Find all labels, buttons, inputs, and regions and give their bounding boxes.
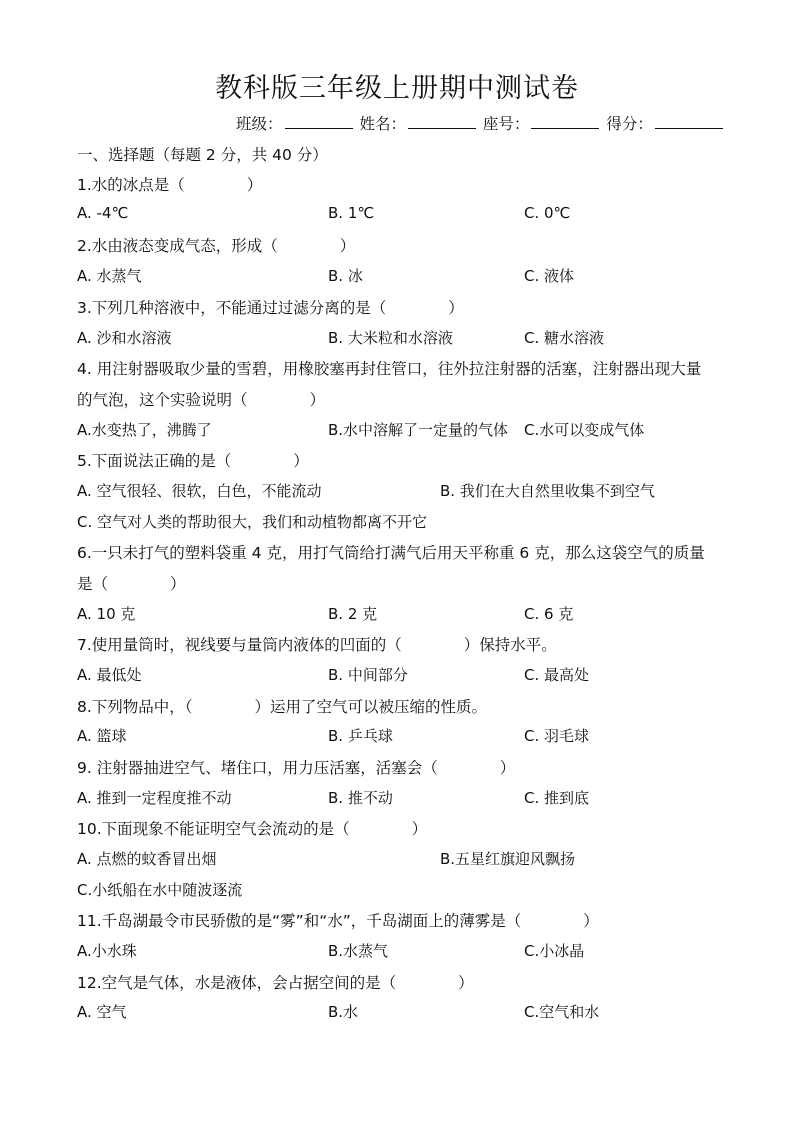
question-9-option-c: C. 推到底	[524, 789, 590, 807]
name-label: 姓名：	[359, 115, 406, 133]
page-title: 教科版三年级上册期中测试卷	[215, 73, 579, 104]
question-12-option-a: A. 空气	[77, 1003, 127, 1021]
question-5-option-c: C. 空气对人类的帮助很大，我们和动植物都离不开它	[77, 513, 428, 531]
question-3-option-a: A. 沙和水溶液	[77, 329, 172, 347]
question-4-option-c: C.水可以变成气体	[524, 421, 645, 439]
question-6-option-c: C. 6 克	[524, 605, 574, 623]
question-10-option-c: C.小纸船在水中随波逐流	[77, 881, 243, 899]
question-1-option-c: C. 0℃	[524, 204, 571, 222]
question-1-option-b: B. 1℃	[328, 204, 375, 222]
question-11-option-a: A.小水珠	[77, 942, 137, 960]
question-8-option-b: B. 乒乓球	[328, 727, 393, 745]
question-2-option-a: A. 水蒸气	[77, 267, 142, 285]
question-8-option-c: C. 羽毛球	[524, 727, 590, 745]
question-6-stem-line2: 是（ ）	[77, 575, 186, 593]
question-4-option-b: B.水中溶解了一定量的气体	[328, 421, 509, 439]
question-9-stem: 9. 注射器抽进空气、堵住口，用力压活塞，活塞会（ ）	[77, 759, 516, 777]
question-10-option-a: A. 点燃的蚊香冒出烟	[77, 850, 217, 868]
question-12-option-c: C.空气和水	[524, 1003, 600, 1021]
question-7-option-c: C. 最高处	[524, 666, 590, 684]
question-3-stem: 3.下列几种溶液中，不能通过过滤分离的是（ ）	[77, 299, 464, 317]
question-4-option-a: A.水变热了，沸腾了	[77, 421, 212, 439]
question-1-option-a: A. -4℃	[77, 204, 129, 222]
question-11-option-c: C.小冰晶	[524, 942, 585, 960]
question-1-stem: 1.水的冰点是（ ）	[77, 176, 263, 194]
question-7-stem: 7.使用量筒时，视线要与量筒内液体的凹面的（ ）保持水平。	[77, 636, 557, 654]
question-6-option-a: A. 10 克	[77, 605, 136, 623]
question-11-option-b: B.水蒸气	[328, 942, 389, 960]
question-4-stem-line1: 4. 用注射器吸取少量的雪碧，用橡胶塞再封住管口，往外拉注射器的活塞，注射器出现大量	[77, 360, 702, 378]
student-info-line	[236, 112, 725, 134]
question-10-option-b: B.五星红旗迎风飘扬	[440, 850, 576, 868]
question-12-stem: 12.空气是气体，水是液体，会占据空间的是（ ）	[77, 974, 474, 992]
question-3-option-b: B. 大米粒和水溶液	[328, 329, 453, 347]
question-2-option-b: B. 冰	[328, 267, 363, 285]
question-5-option-a: A. 空气很轻、很软，白色，不能流动	[77, 482, 322, 500]
class-blank	[285, 114, 353, 129]
question-9-option-b: B. 推不动	[328, 789, 393, 807]
question-7-option-b: B. 中间部分	[328, 666, 408, 684]
question-8-option-a: A. 篮球	[77, 727, 127, 745]
question-8-stem: 8.下列物品中，（ ）运用了空气可以被压缩的性质。	[77, 698, 488, 716]
question-9-option-a: A. 推到一定程度推不动	[77, 789, 232, 807]
question-2-option-c: C. 液体	[524, 267, 575, 285]
question-5-option-b: B. 我们在大自然里收集不到空气	[440, 482, 655, 500]
seat-blank	[531, 114, 599, 129]
class-label: 班级：	[236, 115, 283, 133]
question-6-option-b: B. 2 克	[328, 605, 378, 623]
seat-label: 座号：	[482, 115, 530, 133]
question-10-stem: 10.下面现象不能证明空气会流动的是（ ）	[77, 820, 428, 838]
question-6-stem-line1: 6.一只未打气的塑料袋重 4 克，用打气筒给打满气后用天平称重 6 克，那么这袋空气的质量	[77, 544, 705, 562]
question-4-stem-line2: 的气泡，这个实验说明（ ）	[77, 391, 326, 409]
question-3-option-c: C. 糖水溶液	[524, 329, 605, 347]
question-12-option-b: B.水	[328, 1003, 359, 1021]
section-heading: 一、选择题（每题 2 分，共 40 分）	[77, 146, 328, 164]
name-blank	[408, 114, 476, 129]
question-11-stem: 11.千岛湖最令市民骄傲的是“雾”和“水”，千岛湖面上的薄雾是（ ）	[77, 912, 599, 930]
score-label: 得分：	[606, 115, 653, 133]
question-2-stem: 2.水由液态变成气态，形成（ ）	[77, 237, 356, 255]
question-5-stem: 5.下面说法正确的是（ ）	[77, 452, 309, 470]
question-7-option-a: A. 最低处	[77, 666, 142, 684]
score-blank	[655, 114, 723, 129]
